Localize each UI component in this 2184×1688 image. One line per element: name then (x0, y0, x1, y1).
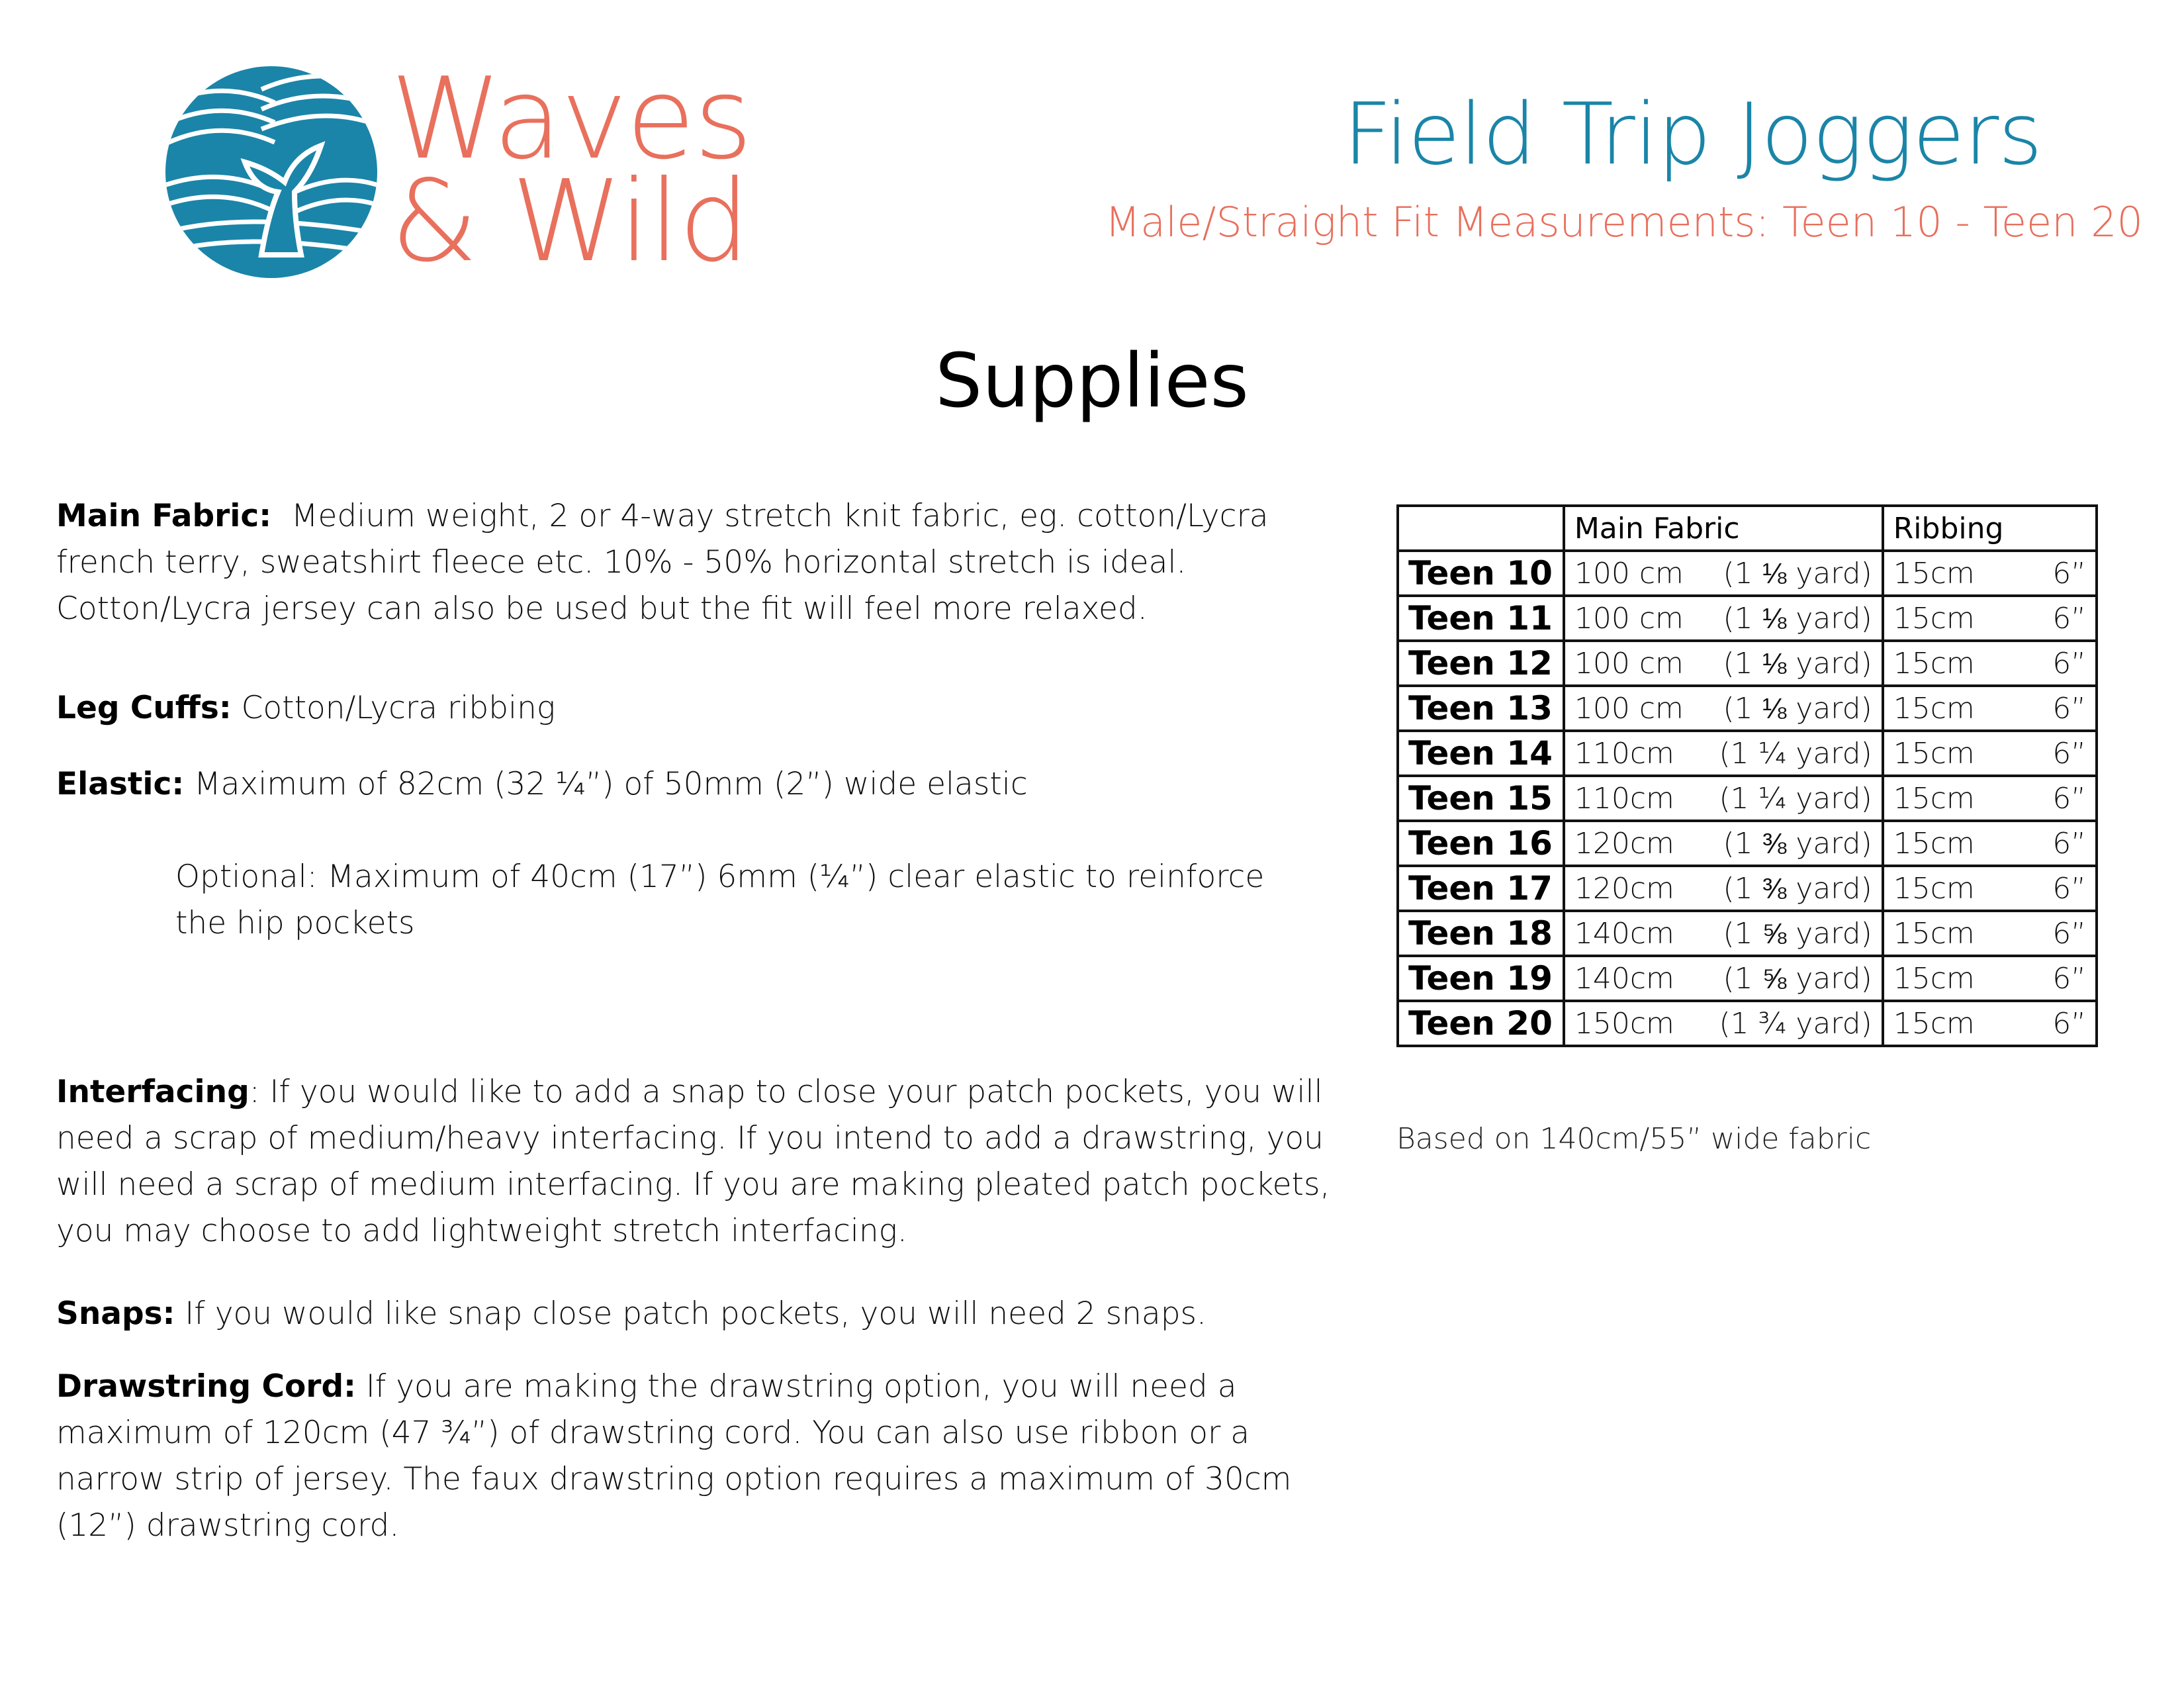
optional-elastic-paragraph: Optional: Maximum of 40cm (17”) 6mm (¼”) clear elastic to reinforce the hip pockets (175, 859, 1265, 941)
ribbing-cm: 15cm (1893, 781, 1975, 816)
size-cell: Teen 14 (1398, 731, 1564, 776)
ribbing-inches: 6” (2052, 916, 2086, 951)
table-row (1398, 731, 2097, 776)
ribbing-cm: 15cm (1893, 871, 1975, 906)
ribbing-cell (1883, 596, 2097, 641)
size-cell: Teen 11 (1398, 596, 1564, 641)
ribbing-inches: 6” (2052, 961, 2086, 996)
leg-cuffs-label: Leg Cuffs: (56, 690, 232, 726)
main-fabric-cell (1564, 821, 1883, 866)
main-fabric-cm: 120cm (1574, 826, 1674, 861)
ribbing-cell (1883, 821, 2097, 866)
table-row (1398, 866, 2097, 911)
ribbing-inches: 6” (2052, 601, 2086, 635)
main-fabric-yard: (1 ¾ yard) (1719, 1006, 1872, 1041)
table-row (1398, 956, 2097, 1001)
document-subtitle: Male/Straight Fit Measurements: Teen 10 - Teen 20 (1105, 198, 2143, 246)
ribbing-inches: 6” (2052, 781, 2086, 816)
ribbing-inches: 6” (2052, 556, 2086, 590)
main-fabric-yard: (1 ⅛ yard) (1723, 691, 1872, 726)
brand-logo (162, 54, 1056, 287)
supplies-heading: Supplies (935, 338, 1249, 424)
table-row (1398, 551, 2097, 596)
size-cell: Teen 20 (1398, 1001, 1564, 1046)
table-body (1398, 551, 2097, 1046)
size-column-header (1398, 506, 1564, 551)
ribbing-cm: 15cm (1893, 601, 1975, 635)
ribbing-cm: 15cm (1893, 691, 1975, 726)
ribbing-inches: 6” (2052, 1006, 2086, 1041)
drawstring-paragraph (56, 1364, 1334, 1549)
size-cell: Teen 18 (1398, 911, 1564, 956)
table-row (1398, 776, 2097, 821)
interfacing-paragraph (56, 1069, 1334, 1254)
main-fabric-cell (1564, 1001, 1883, 1046)
main-fabric-yard: (1 ⅛ yard) (1723, 601, 1872, 635)
ribbing-cell (1883, 1001, 2097, 1046)
document-title: Field Trip Joggers (1343, 85, 2042, 184)
ribbing-cell (1883, 731, 2097, 776)
table-header-row (1398, 506, 2097, 551)
main-fabric-cell (1564, 686, 1883, 731)
table-row (1398, 821, 2097, 866)
ribbing-cell (1883, 866, 2097, 911)
brand-name-line-2: & Wild (390, 156, 749, 287)
table-row (1398, 1001, 2097, 1046)
ribbing-cm: 15cm (1893, 556, 1975, 590)
ribbing-inches: 6” (2052, 826, 2086, 861)
main-fabric-cm: 140cm (1574, 961, 1674, 996)
main-fabric-cell (1564, 641, 1883, 686)
leg-cuffs-paragraph (56, 685, 1334, 731)
main-fabric-yard: (1 ⅜ yard) (1723, 826, 1872, 861)
ribbing-column-header: Ribbing (1883, 506, 2097, 551)
main-fabric-cell (1564, 776, 1883, 821)
size-cell: Teen 17 (1398, 866, 1564, 911)
table-row (1398, 911, 2097, 956)
main-fabric-cm: 150cm (1574, 1006, 1674, 1041)
main-fabric-yard: (1 ⅝ yard) (1723, 916, 1872, 951)
whale-tail-icon (162, 63, 381, 281)
ribbing-cm: 15cm (1893, 1006, 1975, 1041)
ribbing-cm: 15cm (1893, 736, 1975, 771)
ribbing-cm: 15cm (1893, 646, 1975, 680)
main-fabric-cm: 100 cm (1574, 556, 1684, 590)
ribbing-cell (1883, 911, 2097, 956)
interfacing-text: : If you would like to add a snap to close your patch pockets, you will need a scrap of medium/heavy interfacing. If you intend to add a drawstring, you will need a scrap of medium interfacing. If you are making pleated patch pockets, you may choose to add lightweight stretch interfacing. (56, 1074, 1330, 1249)
main-fabric-yard: (1 ¼ yard) (1719, 736, 1872, 771)
main-fabric-cell (1564, 596, 1883, 641)
fabric-requirements-table (1396, 504, 2098, 1047)
main-fabric-yard: (1 ⅝ yard) (1723, 961, 1872, 996)
main-fabric-cm: 100 cm (1574, 691, 1684, 726)
ribbing-cell (1883, 776, 2097, 821)
main-fabric-cell (1564, 911, 1883, 956)
elastic-paragraph (56, 761, 1334, 808)
main-fabric-column-header: Main Fabric (1564, 506, 1883, 551)
ribbing-inches: 6” (2052, 691, 2086, 726)
ribbing-cell (1883, 686, 2097, 731)
size-cell: Teen 10 (1398, 551, 1564, 596)
ribbing-inches: 6” (2052, 646, 2086, 680)
main-fabric-text: Medium weight, 2 or 4-way stretch knit fabric, eg. cotton/Lycra french terry, sweatshirt fleece etc. 10% - 50% horizontal stretch is ideal. Cotton/Lycra jersey can also be used but the fit will feel more relaxed. (56, 498, 1279, 627)
size-cell: Teen 13 (1398, 686, 1564, 731)
size-cell: Teen 16 (1398, 821, 1564, 866)
ribbing-inches: 6” (2052, 871, 2086, 906)
size-cell: Teen 19 (1398, 956, 1564, 1001)
main-fabric-cell (1564, 731, 1883, 776)
leg-cuffs-text: Cotton/Lycra ribbing (231, 690, 556, 726)
ribbing-cm: 15cm (1893, 826, 1975, 861)
main-fabric-cell (1564, 551, 1883, 596)
brand-name-line-1: Waves (390, 54, 752, 185)
table-row (1398, 686, 2097, 731)
ribbing-cell (1883, 956, 2097, 1001)
interfacing-label: Interfacing (56, 1074, 250, 1110)
size-cell: Teen 15 (1398, 776, 1564, 821)
elastic-label: Elastic: (56, 766, 185, 802)
drawstring-text: If you are making the drawstring option, you will need a maximum of 120cm (47 ¾”) of drawstring cord. You can also use ribbon or a narrow strip of jersey. The faux drawstring option requires a maximum of 30cm (12”) drawstring cord. (56, 1368, 1302, 1544)
main-fabric-cm: 140cm (1574, 916, 1674, 951)
main-fabric-yard: (1 ⅛ yard) (1723, 646, 1872, 680)
main-fabric-cm: 100 cm (1574, 646, 1684, 680)
table-row (1398, 641, 2097, 686)
drawstring-label: Drawstring Cord: (56, 1368, 356, 1405)
size-cell: Teen 12 (1398, 641, 1564, 686)
main-fabric-paragraph (56, 493, 1334, 632)
main-fabric-cell (1564, 956, 1883, 1001)
main-fabric-yard: (1 ⅜ yard) (1723, 871, 1872, 906)
main-fabric-cell (1564, 866, 1883, 911)
main-fabric-cm: 110cm (1574, 736, 1674, 771)
table-row (1398, 596, 2097, 641)
ribbing-cell (1883, 641, 2097, 686)
ribbing-cm: 15cm (1893, 961, 1975, 996)
main-fabric-yard: (1 ⅛ yard) (1723, 556, 1872, 590)
snaps-text: If you would like snap close patch pockets, you will need 2 snaps. (175, 1295, 1206, 1332)
fabric-width-note: Based on 140cm/55” wide fabric (1396, 1122, 1872, 1156)
elastic-text: Maximum of 82cm (32 ¼”) of 50mm (2”) wide elastic (184, 766, 1028, 802)
main-fabric-cm: 100 cm (1574, 601, 1684, 635)
snaps-paragraph (56, 1291, 1334, 1337)
snaps-label: Snaps: (56, 1295, 175, 1332)
main-fabric-cm: 110cm (1574, 781, 1674, 816)
ribbing-inches: 6” (2052, 736, 2086, 771)
ribbing-cm: 15cm (1893, 916, 1975, 951)
main-fabric-yard: (1 ¼ yard) (1719, 781, 1872, 816)
main-fabric-label: Main Fabric: (56, 498, 272, 534)
ribbing-cell (1883, 551, 2097, 596)
main-fabric-cm: 120cm (1574, 871, 1674, 906)
